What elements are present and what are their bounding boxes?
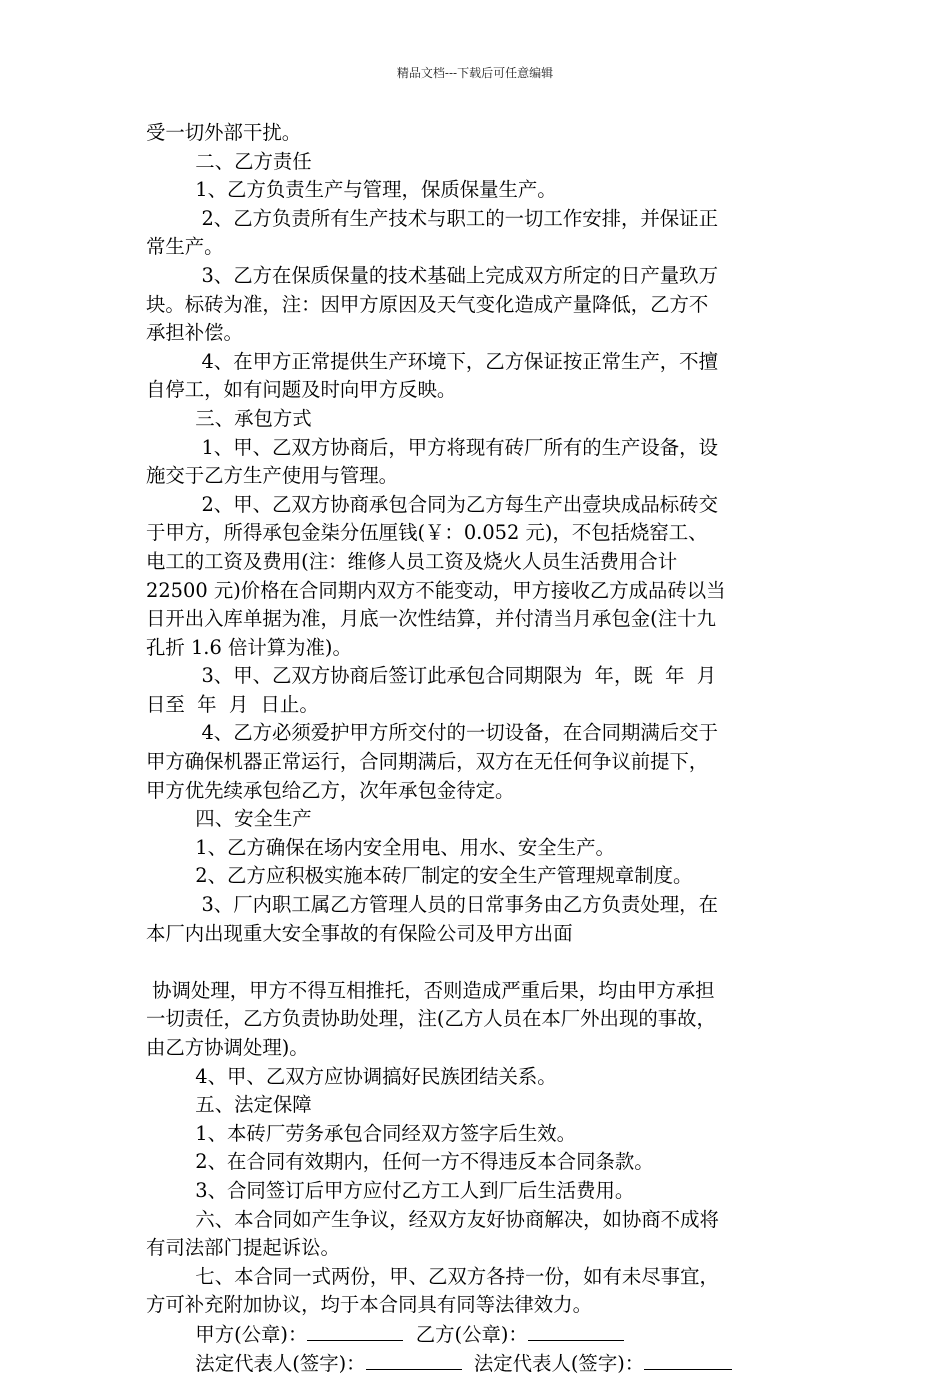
text-line: 1、乙方确保在场内安全用电、用水、安全生产。 [146, 835, 615, 859]
body-block-2 [146, 977, 814, 1320]
text-line: 电工的工资及费用(注：维修人员工资及烧火人员生活费用合计 [146, 549, 678, 573]
party-a-rep-label: 法定代表人(签字)： [146, 1351, 366, 1375]
text-line: 4、乙方必须爱护甲方所交付的一切设备，在合同期满后交于 [146, 721, 718, 745]
text-line: 四、安全生产 [146, 807, 312, 831]
party-b-rep-blank [644, 1349, 732, 1370]
text-line: 3、甲、乙双方协商后签订此承包合同期限为 年，既 年 月 [146, 664, 717, 688]
text-line: 六、本合同如产生争议，经双方友好协商解决，如协商不成将 [146, 1207, 719, 1231]
representative-line [146, 1349, 814, 1378]
text-line: 甲方优先续承包给乙方，次年承包金待定。 [146, 778, 515, 802]
text-line: 22500 元)价格在合同期内双方不能变动，甲方接收乙方成品砖以当 [146, 578, 726, 602]
text-line: 自停工，如有问题及时向甲方反映。 [146, 378, 457, 402]
text-line: 1、甲、乙双方协商后，甲方将现有砖厂所有的生产设备，设 [146, 435, 718, 459]
party-a-seal-blank [307, 1320, 403, 1341]
text-line: 1、本砖厂劳务承包合同经双方签字后生效。 [146, 1121, 577, 1145]
party-b-seal-blank [528, 1320, 624, 1341]
text-line: 协调处理，甲方不得互相推托，否则造成严重后果，均由甲方承担 [146, 978, 715, 1002]
text-line: 2、在合同有效期内，任何一方不得违反本合同条款。 [146, 1150, 654, 1174]
contract-body [146, 119, 814, 1377]
body-block-1 [146, 119, 814, 948]
page-break-gap [146, 948, 814, 977]
party-b-seal-label: 乙方(公章)： [403, 1322, 528, 1346]
text-line: 受一切外部干扰。 [146, 121, 302, 144]
text-line: 孔折 1.6 倍计算为准)。 [146, 635, 352, 659]
text-line: 甲方确保机器正常运行，合同期满后，双方在无任何争议前提下， [146, 750, 709, 774]
text-line: 承担补偿。 [146, 321, 243, 345]
text-line: 日开出入库单据为准，月底一次性结算，并付清当月承包金(注十九 [146, 607, 716, 631]
text-line: 一切责任，乙方负责协助处理，注(乙方人员在本厂外出现的事故， [146, 1007, 716, 1031]
text-line: 常生产。 [146, 235, 224, 259]
party-a-rep-blank [366, 1349, 462, 1370]
text-line: 施交于乙方生产使用与管理。 [146, 464, 399, 488]
text-line: 3、厂内职工属乙方管理人员的日常事务由乙方负责处理，在 [146, 893, 718, 917]
text-line: 4、在甲方正常提供生产环境下，乙方保证按正常生产，不擅 [146, 349, 718, 373]
text-line: 1、乙方负责生产与管理，保质保量生产。 [146, 178, 557, 202]
text-line: 块。标砖为准，注：因甲方原因及天气变化造成产量降低，乙方不 [146, 292, 709, 316]
text-line: 五、法定保障 [146, 1093, 312, 1117]
party-b-rep-label: 法定代表人(签字)： [461, 1351, 645, 1375]
text-line: 4、甲、乙双方应协调搞好民族团结关系。 [146, 1064, 557, 1088]
text-line: 有司法部门提起诉讼。 [146, 1236, 340, 1260]
page-header: 精品文档---下载后可任意编辑 [396, 66, 554, 80]
seal-line [146, 1320, 814, 1349]
text-line: 七、本合同一式两份，甲、乙双方各持一份，如有未尽事宜， [146, 1264, 719, 1288]
text-line: 三、承包方式 [146, 406, 312, 430]
text-line: 于甲方，所得承包金柒分伍厘钱(￥：0.052 元)，不包括烧窑工、 [146, 521, 708, 545]
text-line: 日至 年 月 日止。 [146, 692, 319, 716]
text-line: 方可补充附加协议，均于本合同具有同等法律效力。 [146, 1293, 592, 1317]
text-line: 2、甲、乙双方协商承包合同为乙方每生产出壹块成品标砖交 [146, 492, 718, 516]
text-line: 2、乙方应积极实施本砖厂制定的安全生产管理规章制度。 [146, 864, 693, 888]
text-line: 二、乙方责任 [146, 149, 312, 173]
text-line: 2、乙方负责所有生产技术与职工的一切工作安排，并保证正 [146, 206, 718, 230]
text-line: 3、乙方在保质保量的技术基础上完成双方所定的日产量玖万 [146, 263, 718, 287]
party-a-seal-label: 甲方(公章)： [146, 1322, 308, 1346]
text-line: 3、合同签订后甲方应付乙方工人到厂后生活费用。 [146, 1178, 635, 1202]
text-line: 由乙方协调处理)。 [146, 1036, 309, 1059]
text-line: 本厂内出现重大安全事故的有保险公司及甲方出面 [146, 921, 573, 945]
